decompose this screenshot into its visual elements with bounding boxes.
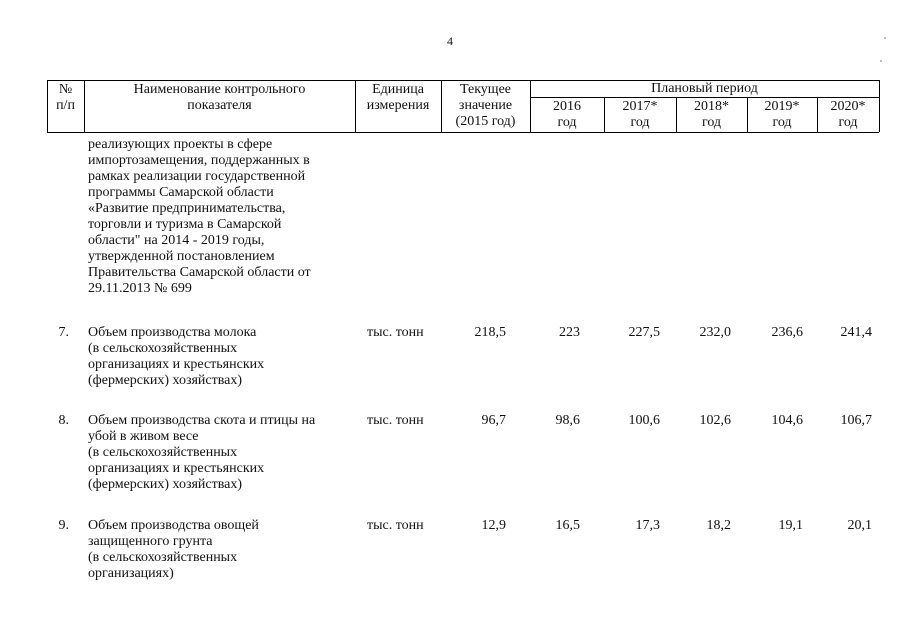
header-current-line: Текущее	[459, 82, 512, 97]
header-name-line: Наименование контрольного	[133, 82, 306, 97]
column-divider	[879, 80, 880, 132]
text-line: организациях и крестьянских	[88, 461, 265, 476]
header-number	[47, 82, 84, 114]
text-line: (фермерских) хозяйствах)	[88, 477, 243, 492]
text-line: утвержденной постановлением	[88, 249, 275, 264]
current-value: 218,5	[474, 325, 506, 340]
text-line: Объем производства скота и птицы на	[88, 413, 316, 428]
current-value: 96,7	[481, 413, 506, 428]
text-line: Правительства Самарской области от	[88, 265, 311, 280]
value-2018: 232,0	[699, 325, 731, 340]
value-2016: 223	[559, 325, 580, 340]
row-number: 9.	[58, 518, 69, 533]
header-year-2016	[530, 99, 604, 131]
year-value: 2016	[553, 99, 581, 114]
text-line: 29.11.2013 № 699	[88, 281, 192, 296]
value-2018: 18,2	[706, 518, 731, 533]
text-line: организациях и крестьянских	[88, 357, 265, 372]
text-line: рамках реализации государственной	[88, 169, 306, 184]
text-line: организациях)	[88, 566, 174, 581]
text-line: (фермерских) хозяйствах)	[88, 373, 243, 388]
header-unit-line: измерения	[366, 98, 430, 113]
current-value: 12,9	[481, 518, 506, 533]
value-2019: 104,6	[771, 413, 803, 428]
scan-speck	[880, 60, 882, 62]
year-label: год	[630, 115, 650, 130]
indicator-name	[88, 518, 358, 582]
value-2019: 236,6	[771, 325, 803, 340]
text-line: Объем производства овощей	[88, 518, 259, 533]
value-2016: 16,5	[555, 518, 580, 533]
header-current-line: значение	[458, 98, 513, 113]
header-year-2019	[747, 99, 817, 131]
value-2020: 241,4	[840, 325, 872, 340]
year-label: год	[557, 115, 577, 130]
text-line: убой в живом весе	[88, 429, 199, 444]
header-year-2020	[817, 99, 879, 131]
header-bottom-rule	[47, 132, 879, 133]
text-line: области" на 2014 - 2019 годы,	[88, 233, 265, 248]
text-line: импортозамещения, поддержанных в	[88, 153, 310, 168]
text-line: реализующих проекты в сфере	[88, 137, 273, 152]
header-current-line: (2015 год)	[455, 114, 516, 129]
value-2018: 102,6	[699, 413, 731, 428]
text-line: (в сельскохозяйственных	[88, 341, 238, 356]
text-line: торговли и туризма в Самарской	[88, 217, 282, 232]
year-label: год	[838, 115, 858, 130]
header-year-2017	[604, 99, 676, 131]
year-label: год	[701, 115, 722, 130]
year-label: год	[772, 115, 792, 130]
value-2017: 17,3	[635, 518, 660, 533]
text-line: (в сельскохозяйственных	[88, 550, 238, 565]
indicator-name	[88, 325, 358, 389]
unit: тыс. тонн	[367, 325, 424, 340]
row-number: 7.	[58, 325, 69, 340]
text-line: (в сельскохозяйственных	[88, 445, 238, 460]
header-planned-period: Плановый период	[651, 81, 758, 96]
unit: тыс. тонн	[367, 413, 424, 428]
header-name-line: показателя	[187, 98, 252, 113]
text-line: Объем производства молока	[88, 325, 257, 340]
year-value: 2017*	[622, 99, 658, 114]
value-2019: 19,1	[778, 518, 803, 533]
header-unit-line: Единица	[372, 82, 424, 97]
unit: тыс. тонн	[367, 518, 424, 533]
continued-indicator-text	[88, 137, 358, 297]
text-line: «Развитие предпринимательства,	[88, 201, 286, 216]
value-2017: 227,5	[628, 325, 660, 340]
header-year-2018	[676, 99, 747, 131]
year-value: 2020*	[830, 99, 866, 114]
text-line: защищенного грунта	[88, 534, 213, 549]
year-value: 2018*	[694, 99, 729, 114]
row-number: 8.	[58, 413, 69, 428]
value-2016: 98,6	[555, 413, 580, 428]
text-line: программы Самарской области	[88, 185, 274, 200]
page-number: 4	[447, 34, 453, 48]
header-unit	[355, 82, 441, 114]
planned-period-rule	[530, 97, 879, 98]
value-2020: 20,1	[847, 518, 872, 533]
value-2017: 100,6	[628, 413, 660, 428]
header-current-value	[441, 82, 530, 130]
header-indicator-name	[84, 82, 355, 114]
header-number-line: №	[58, 82, 73, 97]
header-number-line: п/п	[56, 98, 75, 113]
year-value: 2019*	[764, 99, 800, 114]
indicator-name	[88, 413, 358, 493]
value-2020: 106,7	[840, 413, 872, 428]
scan-speck	[884, 37, 886, 39]
